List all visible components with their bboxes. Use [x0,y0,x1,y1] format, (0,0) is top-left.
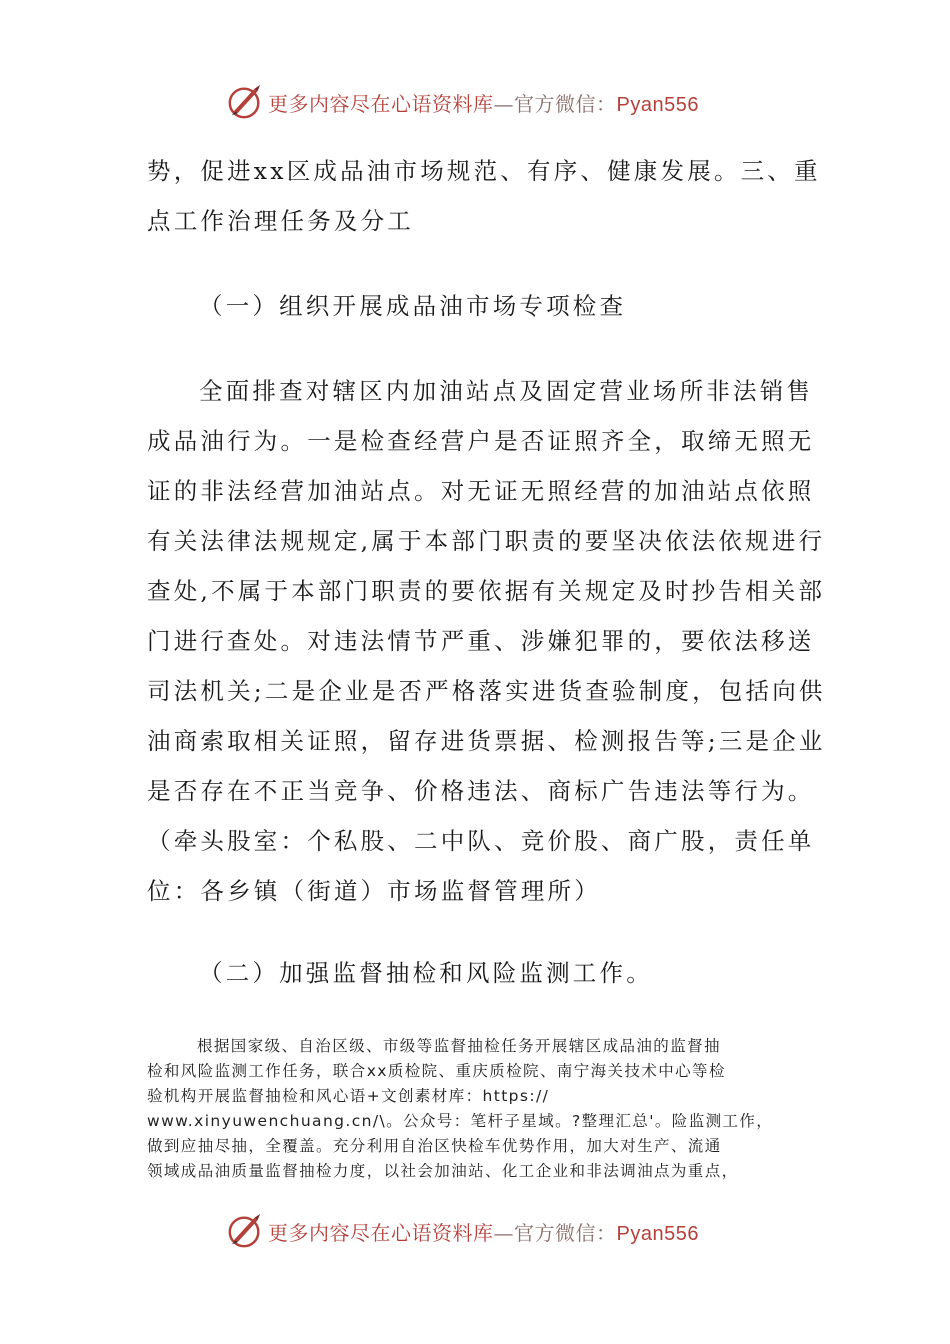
banner-text [268,1217,699,1246]
text-line: （牵头股室：个私股、二中队、竞价股、商广股，责任单 [147,827,815,855]
text-line: 根据国家级、自治区级、市级等监督抽检任务开展辖区成品油的监督抽 [197,1037,721,1055]
banner-wechat-id: Pyan556 [616,1222,699,1245]
heading-text: （一）组织开展成品油市场专项检查 [199,292,627,320]
text-line: 领域成品油质量监督抽检力度，以社会加油站、化工企业和非法调油点为重点， [147,1162,739,1180]
pen-quill-icon [226,1212,264,1250]
text-line: 查处,不属于本部门职责的要依据有关规定及时抄告相关部 [147,577,826,605]
section-heading-2 [199,948,859,998]
banner-text [268,88,699,117]
text-line: 有关法律法规规定,属于本部门职责的要坚决依法依规进行 [147,527,826,555]
banner-title: 更多内容尽在心语资料库 [268,91,494,116]
text-line: 做到应抽尽抽，全覆盖。充分利用自治区快检车优势作用，加大对生产、流通 [147,1137,722,1155]
header-watermark-banner [226,82,746,122]
text-line: 验机构开展监督抽检和风心语+文创素材库：https:// [147,1087,550,1105]
banner-wechat-label: 官方微信： [514,91,617,116]
banner-dash: — [493,1220,514,1245]
text-line: 势，促进xx区成品油市场规范、有序、健康发展。三、重 [147,157,821,185]
paragraph-sampling [147,1034,807,1184]
banner-dash: — [493,91,514,116]
text-line: 证的非法经营加油站点。对无证无照经营的加油站点依照 [147,477,815,505]
footer-watermark-banner [226,1211,746,1251]
banner-wechat-id: Pyan556 [616,93,699,116]
text-line: www.xinyuwenchuang.cn/\。公众号：笔杆子星域。?整理汇总'。险监测工作， [147,1112,774,1130]
paragraph-continued [147,146,821,246]
pen-quill-icon [226,83,264,121]
text-line: 点工作治理任务及分工 [147,207,414,235]
text-line: 司法机关;二是企业是否严格落实进货查验制度，包括向供 [147,677,826,705]
section-heading-1 [199,281,859,331]
paragraph-inspection [147,366,826,916]
banner-wechat-label: 官方微信： [514,1220,617,1245]
heading-text: （二）加强监督抽检和风险监测工作。 [199,959,653,987]
text-line: 门进行查处。对违法情节严重、涉嫌犯罪的，要依法移送 [147,627,815,655]
banner-title: 更多内容尽在心语资料库 [268,1220,494,1245]
text-line: 全面排查对辖区内加油站点及固定营业场所非法销售 [199,377,814,405]
text-line: 位：各乡镇（街道）市场监督管理所） [147,877,601,905]
text-line: 是否存在不正当竞争、价格违法、商标广告违法等行为。 [147,777,815,805]
text-line: 油商索取相关证照，留存进货票据、检测报告等;三是企业 [147,727,826,755]
text-line: 成品油行为。一是检查经营户是否证照齐全，取缔无照无 [147,427,815,455]
text-line: 检和风险监测工作任务，联合xx质检院、重庆质检院、南宁海关技术中心等检 [147,1062,726,1080]
